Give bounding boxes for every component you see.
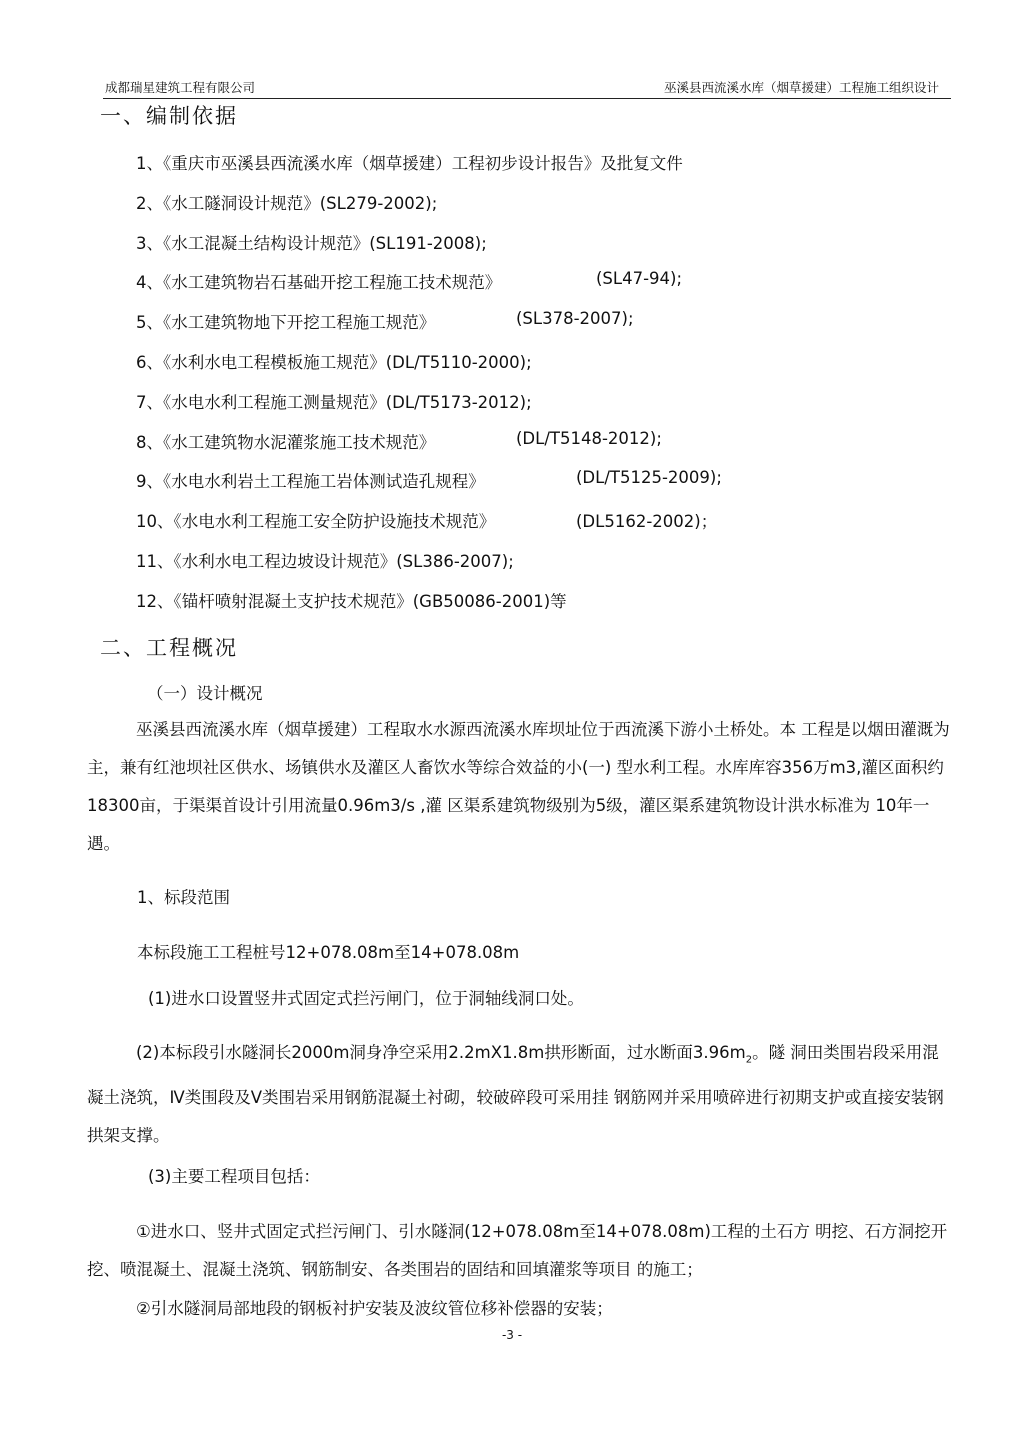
p2-text-a: (2)本标段引水隧洞长2000m洞身净空采用2.2mX1.8m拱形断面，过水断面3.96m [136, 1043, 746, 1062]
reference-number: 5、 [136, 313, 163, 333]
reference-number: 2、 [136, 193, 163, 213]
reference-number: 3、 [136, 233, 163, 253]
header-company: 成都瑞星建筑工程有限公司 [105, 80, 256, 95]
reference-text: 《水电水利工程施工测量规范》(DL/T5173-2012); [163, 392, 532, 412]
section1-title: 一、编制依据 [100, 104, 238, 128]
reference-item [136, 548, 514, 572]
reference-item [136, 508, 718, 532]
reference-number: 4、 [136, 273, 163, 293]
reference-number: 8、 [136, 432, 163, 452]
reference-item [136, 150, 683, 174]
reference-number: 1、 [136, 154, 163, 173]
p4-text: ①进水口、竖井式固定式拦污闸门、引水隧洞(12+078.08m至14+078.08m)工程的土石方 明挖、石方洞挖开挖、喷混凝土、混凝土浇筑、钢筋制安、各类围岩的固结和回填灌浆等项目 的施工； [87, 1222, 948, 1279]
reference-item [136, 468, 722, 492]
page-number: -3 - [501, 1328, 523, 1342]
reference-number: 12、 [136, 591, 174, 611]
reference-text: 《重庆市巫溪县西流溪水库（烟草援建）工程初步设计报告》及批复文件 [163, 154, 683, 173]
reference-code: (DL/T5148-2012); [516, 428, 662, 448]
reference-item [136, 588, 567, 612]
subsection-title: （一）设计概况 [147, 684, 263, 703]
intro-paragraph [87, 711, 952, 863]
reference-code: (DL5162-2002)； [576, 512, 718, 532]
reference-code: (SL47-94); [596, 269, 683, 289]
reference-number: 9、 [136, 472, 163, 492]
reference-text: 《水工建筑物岩石基础开挖工程施工技术规范》 [163, 273, 502, 293]
reference-item [136, 309, 634, 333]
reference-code: (DL/T5125-2009); [576, 468, 722, 488]
reference-item [136, 269, 683, 293]
reference-text: 《水工混凝土结构设计规范》(SL191-2008); [163, 233, 487, 253]
reference-number: 10、 [136, 512, 174, 532]
reference-text: 《水电水利工程施工安全防护设施技术规范》 [173, 512, 496, 532]
paragraph-p4 [87, 1213, 952, 1289]
reference-text: 《水利水电工程边坡设计规范》(SL386-2007); [173, 552, 514, 571]
header-project: 巫溪县西流溪水库（烟草援建）工程施工组织设计 [663, 80, 939, 95]
p2-text-b: 。隧 洞田类围岩段采用混凝土浇筑，Ⅳ类围段及Ⅴ类围岩采用钢筋混凝土衬砌，较破碎段可采用挂 钢筋网并采用喷碎进行初期支护或直接安装钢拱架支撑。 [87, 1043, 944, 1146]
intro-text: 巫溪县西流溪水库（烟草援建）工程取水水源西流溪水库坝址位于西流溪下游小土桥处。本 工程是以烟田灌溉为主，兼有红池坝社区供水、场镇供水及灌区人畜饮水等综合效益的小(一) 型水利工程。水库库容356万m3,灌区面积约18300亩，于渠渠首设计引用流量0.96m3/s ,灌 区渠系建筑物级别为5级，灌区渠系建筑物设计洪水标准为 10年一遇。 [87, 720, 950, 853]
reference-text: 《锚杆喷射混凝土支护技术规范》(GB50086-2001)等 [173, 591, 567, 611]
item-p1: (1)进水口设置竖井式固定式拦污闸门，位于洞轴线洞口处。 [148, 989, 584, 1008]
paragraph-p2 [87, 1034, 952, 1155]
section2-title: 二、工程概况 [100, 636, 238, 660]
reference-item [136, 389, 532, 413]
reference-item [136, 349, 532, 373]
reference-number: 7、 [136, 392, 163, 412]
item-p5: ②引水隧洞局部地段的钢板衬护安装及波纹管位移补偿器的安装； [136, 1299, 613, 1318]
reference-item [136, 428, 662, 453]
reference-number: 6、 [136, 353, 163, 372]
page-header [103, 76, 951, 99]
reference-text: 《水工建筑物水泥灌浆施工技术规范》 [163, 432, 436, 452]
reference-text: 《水利水电工程模板施工规范》(DL/T5110-2000); [163, 353, 532, 372]
reference-code: (SL378-2007); [516, 309, 634, 329]
reference-item [136, 230, 487, 254]
reference-text: 《水工隧洞设计规范》(SL279-2002); [163, 193, 438, 213]
item-p3: (3)主要工程项目包括： [148, 1167, 320, 1186]
reference-text: 《水工建筑物地下开挖工程施工规范》 [163, 313, 436, 333]
scope-title: 1、标段范围 [137, 888, 230, 907]
scope-text: 本标段施工工程桩号12+078.08m至14+078.08m [137, 943, 520, 962]
reference-item [136, 190, 437, 214]
reference-text: 《水电水利岩土工程施工岩体测试造孔规程》 [163, 472, 485, 492]
p2-subscript: 2 [745, 1054, 753, 1066]
reference-number: 11、 [136, 552, 174, 571]
